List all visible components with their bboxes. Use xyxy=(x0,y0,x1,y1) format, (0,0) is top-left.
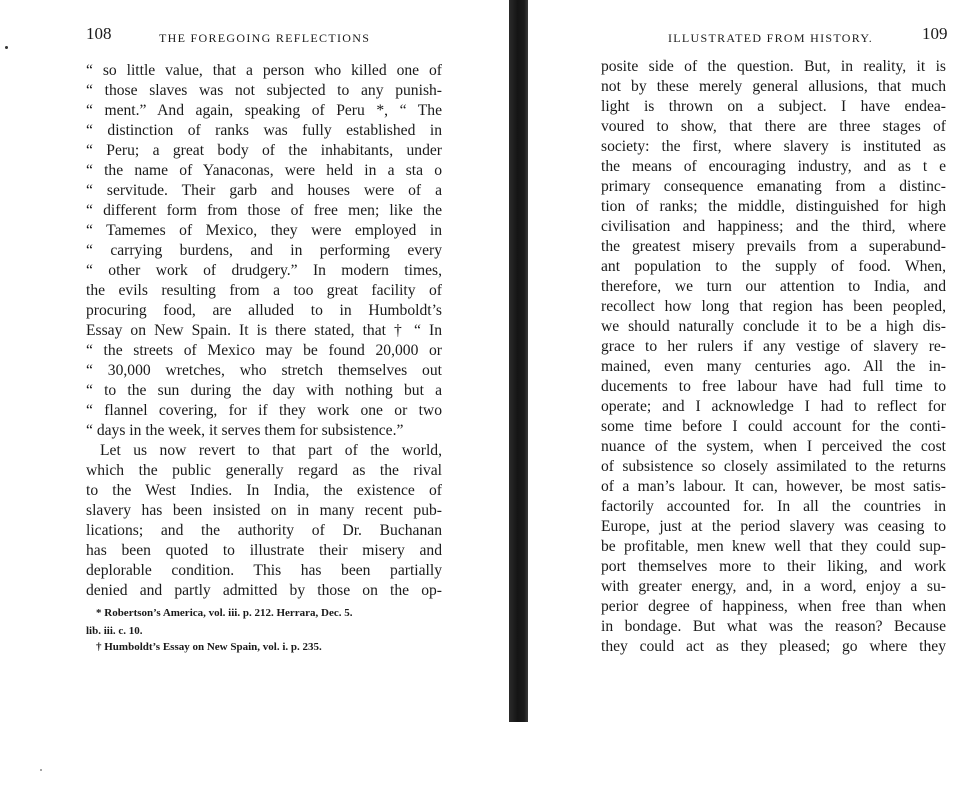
text-line: the evils resulting from a too great facility of xyxy=(86,282,442,299)
text-line: “ the name of Yanaconas, were held in a sta o xyxy=(86,162,442,179)
text-line: with greater energy, and, in a word, enjoy a su- xyxy=(601,578,946,595)
text-line: Let us now revert to that part of the world, xyxy=(100,442,442,459)
text-line: they could act as they pleased; go where they xyxy=(601,638,946,655)
text-line: nuance of the system, when I perceived the cost xyxy=(601,438,946,455)
left-body-text xyxy=(86,61,442,601)
text-line: port themselves more to their liking, and work xyxy=(601,558,946,575)
left-page-number: 108 xyxy=(86,24,112,43)
text-line: “ the streets of Mexico may be found 20,000 or xyxy=(86,342,442,359)
text-line: denied and partly admitted by those on the op- xyxy=(86,582,442,599)
text-line: “ 30,000 wretches, who stretch themselves out xyxy=(86,362,442,379)
text-line: deplorable condition. This has been partially xyxy=(86,562,442,579)
text-line: operate; and I acknowledge I had to reflect for xyxy=(601,398,946,415)
text-line: be profitable, men knew well that they could sup- xyxy=(601,538,946,555)
footnote: * Robertson’s America, vol. iii. p. 212. Herrara, Dec. 5. xyxy=(96,607,353,619)
text-line: of a man’s labour. It can, however, be most satis- xyxy=(601,478,946,495)
text-line: Europe, just at the period slavery was ceasing to xyxy=(601,518,946,535)
right-page-number: 109 xyxy=(922,24,948,43)
text-line: ducements to free labour have had full time to xyxy=(601,378,946,395)
text-line: grace to her rulers if any vestige of slavery re- xyxy=(601,338,946,355)
text-line: “ flannel covering, for if they work one or two xyxy=(86,402,442,419)
text-line: of subsistence so closely assimilated to the returns xyxy=(601,458,946,475)
text-line: Essay on New Spain. It is there stated, that † “ In xyxy=(86,322,442,339)
text-line: society: the first, where slavery is instituted as xyxy=(601,138,946,155)
text-line: the means of encouraging industry, and as t e xyxy=(601,158,946,175)
text-line: not by these merely general allusions, that much xyxy=(601,78,946,95)
text-line: voured to show, that there are three stages of xyxy=(601,118,946,135)
text-line: factorily accounted for. In all the countries in xyxy=(601,498,946,515)
text-line: tion of ranks; the middle, distinguished for high xyxy=(601,198,946,215)
text-line: recollect how long that region has been peopled, xyxy=(601,298,946,315)
right-running-head: ILLUSTRATED FROM HISTORY. xyxy=(668,31,874,45)
text-line: perior degree of happiness, when free than when xyxy=(601,598,946,615)
text-line: “ Peru; a great body of the inhabitants, under xyxy=(86,142,442,159)
text-line: therefore, we turn our attention to India, and xyxy=(601,278,946,295)
left-running-head: THE FOREGOING REFLECTIONS xyxy=(159,31,371,45)
text-line: “ distinction of ranks was fully established in xyxy=(86,122,442,139)
text-line: the greatest misery prevails from a superabund- xyxy=(601,238,946,255)
book-gutter xyxy=(509,0,528,722)
text-line: “ ment.” And again, speaking of Peru *, “ The xyxy=(86,102,442,119)
text-line: primary consequence emanating from a distinc- xyxy=(601,178,946,195)
text-line: ant population to the supply of food. When, xyxy=(601,258,946,275)
text-line: procuring food, are alluded to in Humboldt’s xyxy=(86,302,442,319)
text-line: “ to the sun during the day with nothing but a xyxy=(86,382,442,399)
text-line: “ servitude. Their garb and houses were of a xyxy=(86,182,442,199)
right-body-text xyxy=(601,57,946,657)
text-line: “ those slaves was not subjected to any punish- xyxy=(86,82,442,99)
text-line: “ carrying burdens, and in performing every xyxy=(86,242,442,259)
text-line: civilisation and happiness; and the third, where xyxy=(601,218,946,235)
scan-speck xyxy=(40,769,42,771)
text-line: we should naturally conclude it to be a high dis- xyxy=(601,318,946,335)
footnote: lib. iii. c. 10. xyxy=(86,625,143,637)
text-line: “ days in the week, it serves them for subsistence.” xyxy=(86,422,404,439)
text-line: lications; and the authority of Dr. Buchanan xyxy=(86,522,442,539)
text-line: mained, even many centuries ago. All the in- xyxy=(601,358,946,375)
text-line: “ so little value, that a person who killed one of xyxy=(86,62,442,79)
text-line: slavery has been insisted on in many recent pub- xyxy=(86,502,442,519)
text-line: to the West Indies. In India, the existence of xyxy=(86,482,442,499)
right-page xyxy=(530,0,980,810)
text-line: some time before I could account for the conti- xyxy=(601,418,946,435)
text-line: “ other work of drudgery.” In modern times, xyxy=(86,262,442,279)
text-line: light is thrown on a subject. I have endea- xyxy=(601,98,946,115)
text-line: in bondage. But what was the reason? Because xyxy=(601,618,946,635)
text-line: posite side of the question. But, in reality, it is xyxy=(601,58,946,75)
text-line: “ different form from those of free men; like the xyxy=(86,202,442,219)
scan-speck xyxy=(5,46,8,49)
text-line: has been quoted to illustrate their misery and xyxy=(86,542,442,559)
text-line: which the public generally regard as the rival xyxy=(86,462,442,479)
footnote: † Humboldt’s Essay on New Spain, vol. i. p. 235. xyxy=(96,641,322,653)
text-line: “ Tamemes of Mexico, they were employed in xyxy=(86,222,442,239)
